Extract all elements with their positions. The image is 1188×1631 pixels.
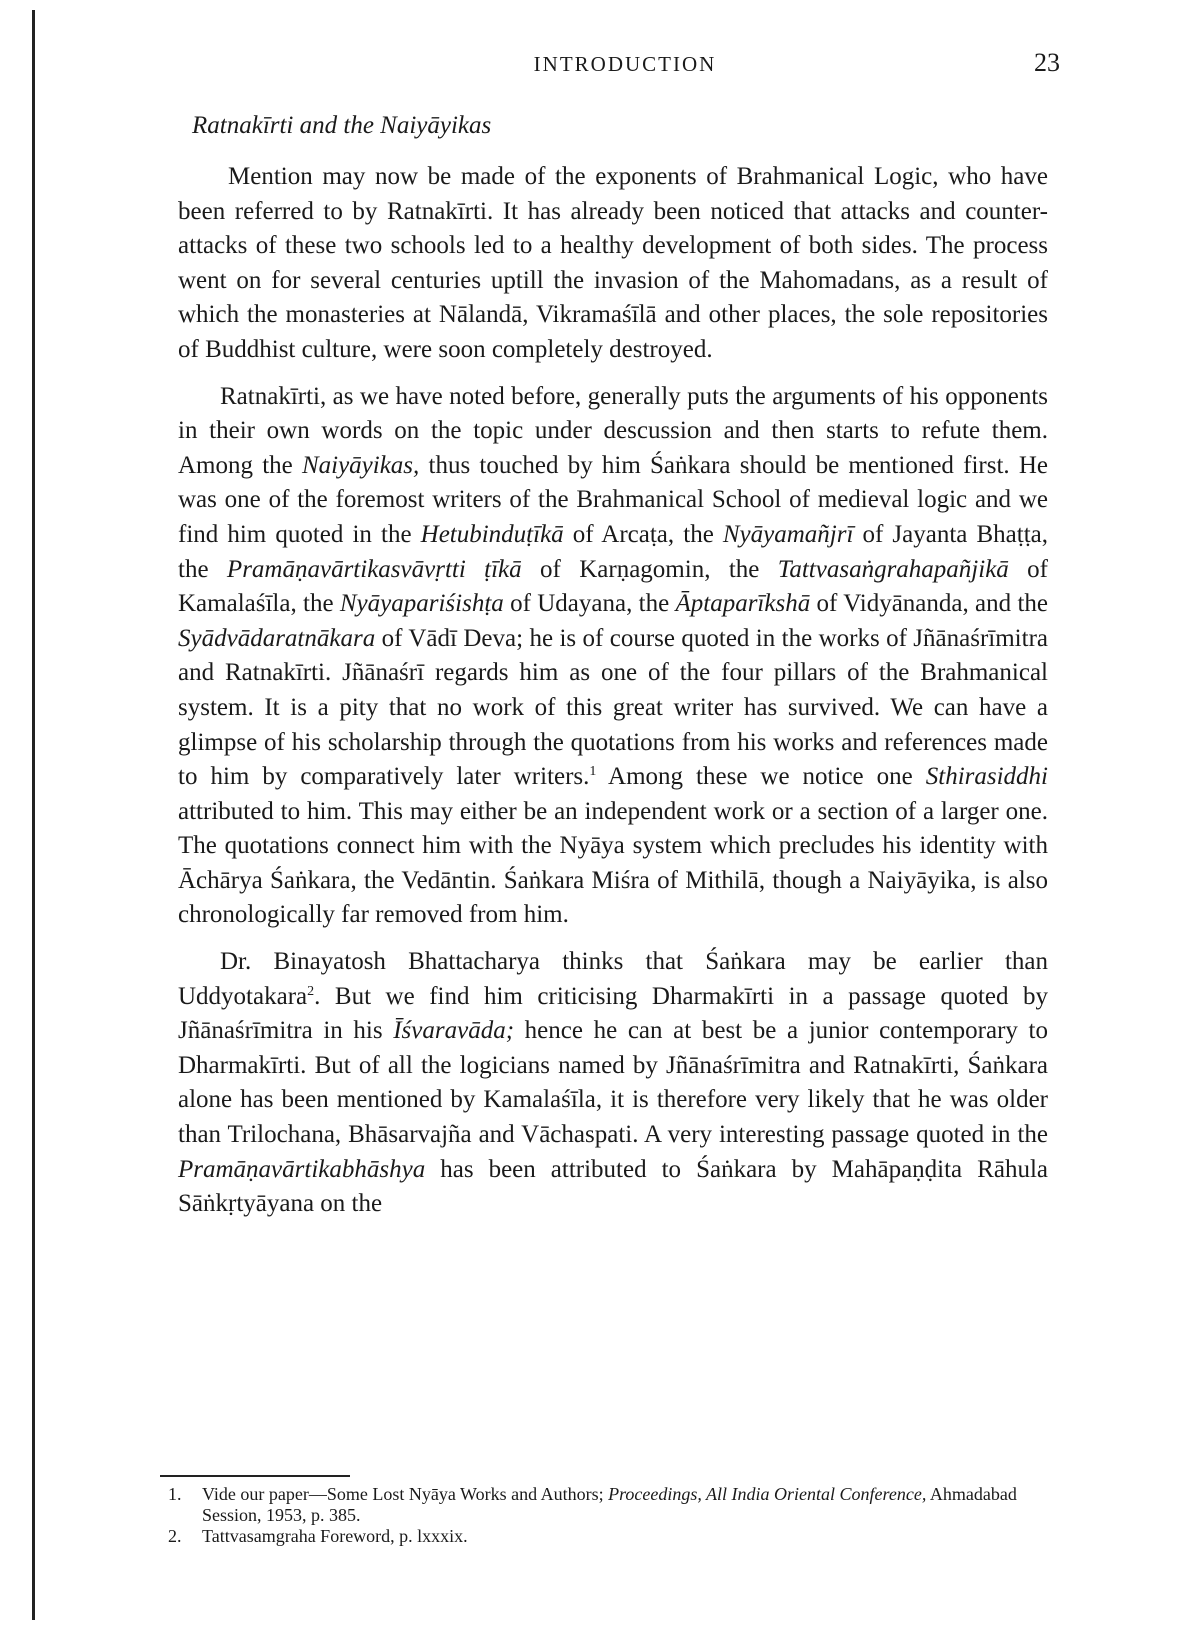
work-title: Īśvaravāda; xyxy=(393,1017,515,1045)
section-heading: Ratnakīrti and the Naiyāyikas xyxy=(192,112,492,139)
work-title: Pramāṇavārtikasvāvṛtti ṭīkā xyxy=(226,555,522,583)
footnote-number: 1. xyxy=(168,1484,182,1504)
footnote-text: Vide our paper—Some Lost Nyāya Works and Authors; Proceedings, All India Oriental Conference, Ahmadabad Session, 1953, p. 385. xyxy=(202,1484,1017,1525)
binding-edge xyxy=(32,10,35,1620)
footnote-divider xyxy=(160,1475,350,1477)
footnote xyxy=(168,1484,1048,1526)
body-text xyxy=(178,160,1048,1234)
paragraph-2: Ratnakīrti, as we have noted before, generally puts the arguments of his opponents in their own words on the topic under descussion and then starts to refute them. Among the Naiyāyikas, thus touched by him Śaṅkara should be mentioned first. He was one of the foremost writers of the Brahmanical School of medieval logic and we find him quoted in the Hetubinduṭīkā of Arcaṭa, the Nyāyamañjrī of Jayanta Bhaṭṭa, the Pramāṇavārtikasvāvṛtti ṭīkā of Karṇagomin, the Tattvasaṅgrahapañjikā of Kamalaśīla, the Nyāyapariśishṭa of Udayana, the Āptaparīkshā of Vidyānanda, and the Syādvādaratnākara of Vādī Deva; he is of course quoted in the works of Jñānaśrīmitra and Ratnakīrti. Jñānaśrī regards him as one of the four pillars of the Brahmanical system. It is a pity that no work of this great writer has survived. We can have a glimpse of his scholarship through the quotations from his works and references made to him by comparatively later writers.$^1$ Among these we notice one Sthirasiddhi attributed to him. This may either be an independent work or a section of a larger one. The quotations connect him with the Nyāya system which precludes his identity with Āchārya Śaṅkara, the Vedāntin. Śaṅkara Miśra of Mithilā, though a Naiyāyika, is also chronologically far removed from him. xyxy=(178,382,1048,929)
work-title: Nyāyapariśishṭa xyxy=(339,590,504,618)
work-title: Naiyāyikas, xyxy=(301,451,420,479)
paragraph-3: Dr. Binayatosh Bhattacharya thinks that Śaṅkara may be earlier than Uddyotakara$^2$. But we find him criticising Dharmakīrti in a passage quoted by Jñānaśrīmitra in his Īśvaravāda; hence he can at best be a junior contemporary to Dharmakīrti. But of all the logicians named by Jñānaśrīmitra and Ratnakīrti, Śaṅkara alone has been mentioned by Kamalaśīla, it is therefore very likely that he was older than Trilochana, Bhāsarvajña and Vāchaspati. A very interesting passage quoted in the Pramāṇavārtikabhāshya has been attributed to Śaṅkara by Mahāpaṇḍita Rāhula Sāṅkṛtyāyana on the xyxy=(178,948,1048,1218)
work-title: Sthirasiddhi xyxy=(925,763,1048,791)
footnote-text: Tattvasamgraha Foreword, p. lxxxix. xyxy=(202,1526,468,1546)
running-title: INTRODUCTION xyxy=(533,52,717,76)
page-number: 23 xyxy=(1034,48,1060,77)
footnote xyxy=(168,1526,1048,1547)
work-title: Syādvādaratnākara xyxy=(178,624,376,652)
footnote-ref: 2 xyxy=(307,983,315,999)
footnote-ref: 1 xyxy=(589,764,597,780)
work-title: Tattvasaṅgrahapañjikā xyxy=(777,555,1009,583)
paragraph-1: Mention may now be made of the exponents of Brahmanical Logic, who have been referred to by Ratnakīrti. It has already been noticed that attacks and counter-attacks of these two schools led to a healthy development of both sides. The process went on for several centuries uptill the invasion of the Mahomadans, as a result of which the monasteries at Nālandā, Vikramaśīlā and other places, the sole repositories of Buddhist culture, were soon completely destroyed. xyxy=(178,163,1048,363)
work-title: Hetubinduṭīkā xyxy=(420,520,564,548)
footnotes xyxy=(168,1484,1048,1547)
work-title: Nyāyamañjrī xyxy=(722,520,854,548)
work-title: Pramāṇavārtikabhāshya xyxy=(178,1155,426,1183)
footnote-number: 2. xyxy=(168,1526,182,1546)
running-head xyxy=(190,48,1060,82)
work-title: Āptaparīkshā xyxy=(675,590,811,618)
